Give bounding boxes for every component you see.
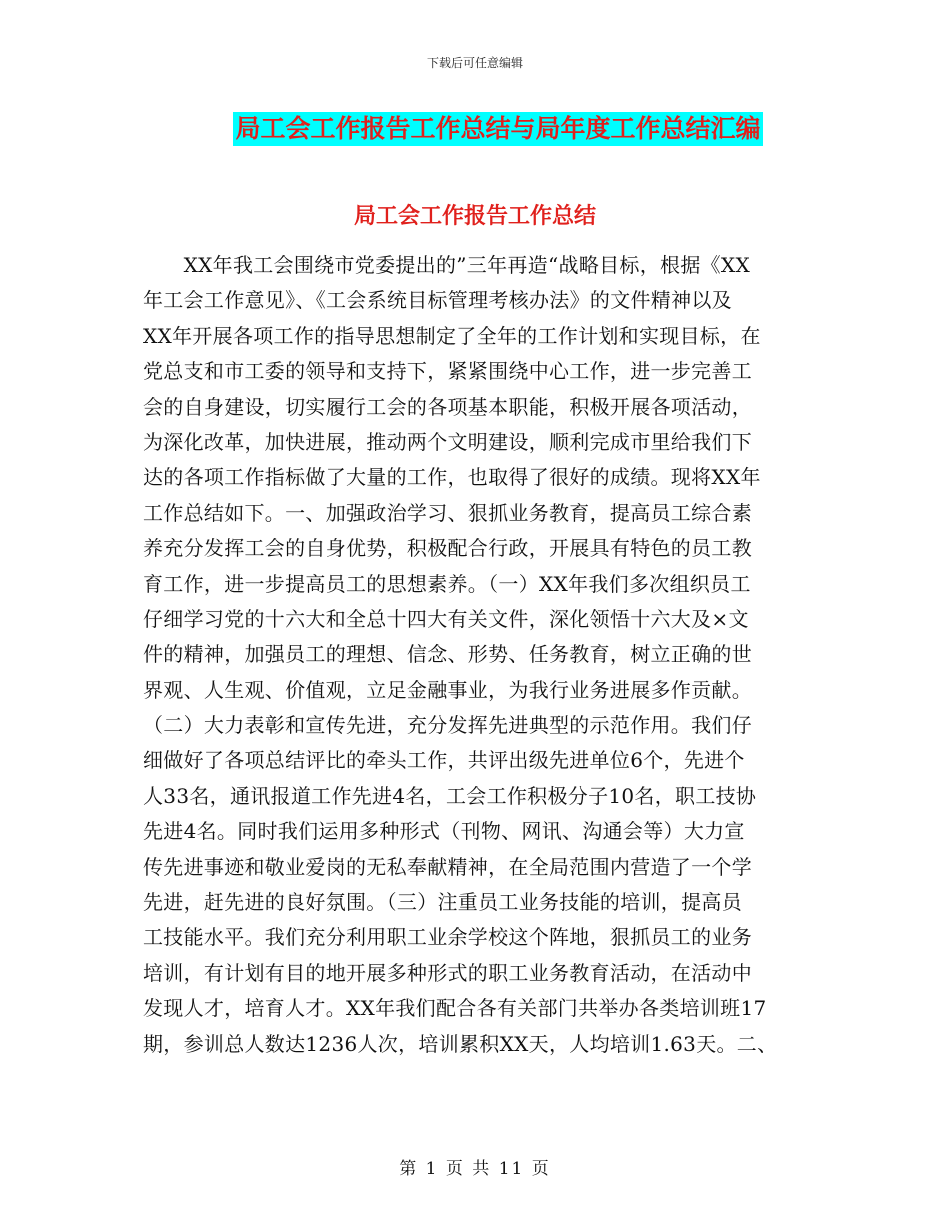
body-line: 年工会工作意见》、《工会系统目标管理考核办法》的文件精神以及 <box>143 288 732 313</box>
body-line: 培训，有计划有目的地开展多种形式的职工业务教育活动，在活动中 <box>143 960 752 985</box>
body-line: 育工作，进一步提高员工的思想素养。（一）XX年我们多次组织员工 <box>143 571 751 596</box>
main-title-container <box>0 112 950 146</box>
body-line: 传先进事迹和敬业爱岗的无私奉献精神，在全局范围内营造了一个学 <box>143 854 752 879</box>
document-main-title: 局工会工作报告工作总结与局年度工作总结汇编 <box>233 112 762 146</box>
body-line: （二）大力表彰和宣传先进，充分发挥先进典型的示范作用。我们仔 <box>143 713 752 738</box>
section-title: 局工会工作报告工作总结 <box>353 203 596 229</box>
body-line: 仔细学习党的十六大和全总十四大有关文件，深化领悟十六大及×文 <box>143 606 749 631</box>
body-line: 件的精神，加强员工的理想、信念、形势、任务教育，树立正确的世 <box>143 642 752 667</box>
body-line: 界观、人生观、价值观，立足金融事业，为我行业务进展多作贡献。 <box>143 677 752 702</box>
body-line: 达的各项工作指标做了大量的工作，也取得了很好的成绩。现将XX年 <box>143 465 761 490</box>
page-header-note: 下载后可任意编辑 <box>426 56 523 70</box>
body-line: XX年开展各项工作的指导思想制定了全年的工作计划和实现目标，在 <box>143 323 761 348</box>
body-line: 细做好了各项总结评比的牵头工作，共评出级先进单位6个，先进个 <box>143 748 745 773</box>
body-line: 期，参训总人数达1236人次，培训累积XX天，人均培训1.63天。二、 <box>143 1031 778 1056</box>
body-line: 发现人才，培育人才。XX年我们配合各有关部门共举办各类培训班17 <box>143 996 767 1021</box>
body-line: 先进4名。同时我们运用多种形式（刊物、网讯、沟通会等）大力宣 <box>143 819 745 844</box>
body-line: 会的自身建设，切实履行工会的各项基本职能，积极开展各项活动， <box>143 394 752 419</box>
body-line: 养充分发挥工会的自身优势，积极配合行政，开展具有特色的员工教 <box>143 536 752 561</box>
body-paragraph <box>143 248 813 1062</box>
body-line: 工技能水平。我们充分利用职工业余学校这个阵地，狠抓员工的业务 <box>143 925 752 950</box>
body-line: 党总支和市工委的领导和支持下，紧紧围绕中心工作，进一步完善工 <box>143 359 752 384</box>
body-line: 先进，赶先进的良好氛围。（三）注重员工业务技能的培训，提高员 <box>143 890 742 915</box>
body-line: 为深化改革，加快进展，推动两个文明建设，顺利完成市里给我们下 <box>143 429 752 454</box>
page-footer: 第 1 页 共 11 页 <box>399 1159 551 1179</box>
body-line: 工作总结如下。一、加强政治学习、狠抓业务教育，提高员工综合素 <box>143 500 752 525</box>
body-line: XX年我工会围绕市党委提出的”三年再造“战略目标，根据《XX <box>143 253 751 277</box>
body-line: 人33名，通讯报道工作先进4名，工会工作积极分子10名，职工技协 <box>143 783 757 808</box>
